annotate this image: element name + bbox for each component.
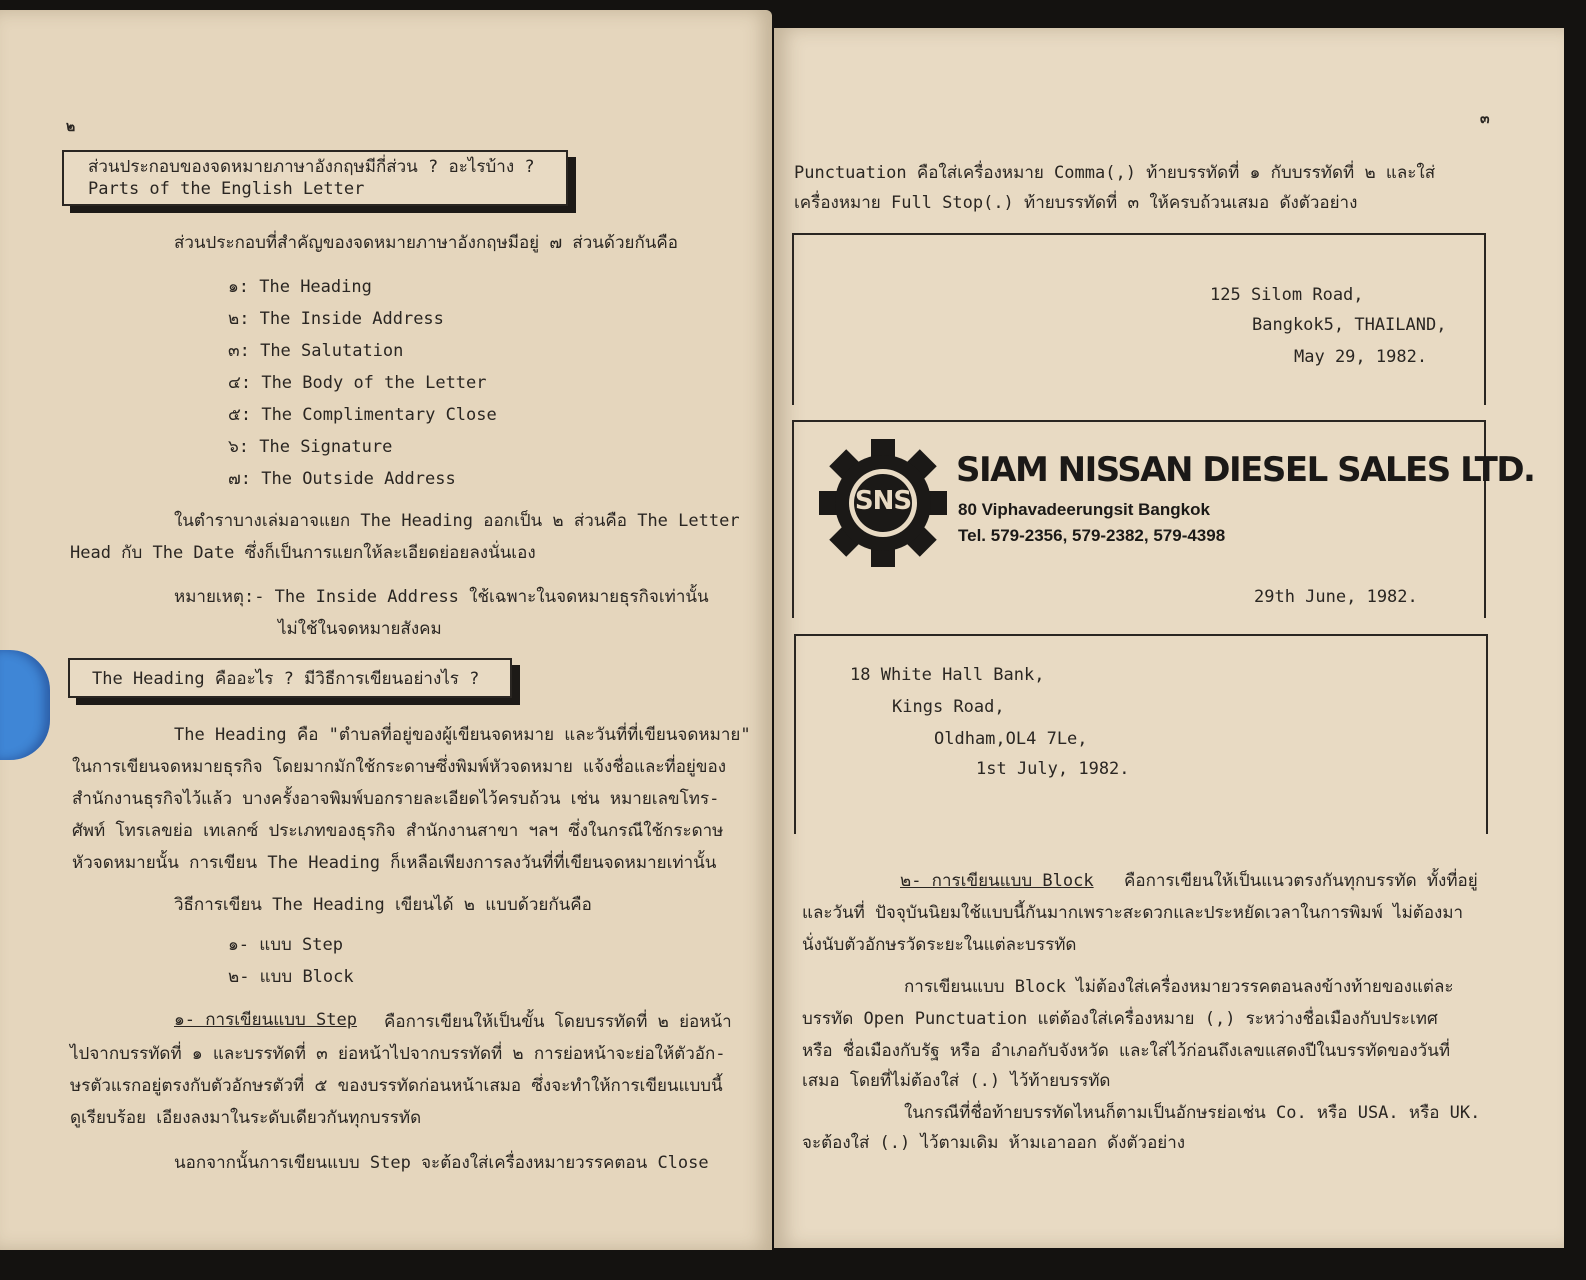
address-line: Oldham,OL4 7Le, — [934, 729, 1088, 749]
section-box-parts — [62, 150, 568, 206]
address-line: 125 Silom Road, — [1210, 285, 1364, 305]
paragraph-line: ศัพท์ โทรเลขย่อ เทเลกซ์ ประเภทของธุรกิจ สำนักงานสาขา ฯลฯ ซึ่งในกรณีใช้กระดาษ — [72, 821, 724, 841]
part-item: ๖: The Signature — [228, 437, 393, 457]
part-item: ๕: The Complimentary Close — [228, 405, 497, 425]
paragraph-line: ษรตัวแรกอยู่ตรงกับตัวอักษรตัวที่ ๕ ของบรรทัดก่อนหน้าเสมอ ซึ่งจะทำให้การเขียนแบบนี้ — [70, 1076, 723, 1096]
box-title-heading: The Heading คืออะไร ? มีวิธีการเขียนอย่างไร ? — [92, 669, 480, 689]
address-line: Bangkok5, THAILAND, — [1252, 315, 1447, 335]
paragraph-line: ในการเขียนจดหมายธุรกิจ โดยมากมักใช้กระดาษซึ่งพิมพ์หัวจดหมาย แจ้งชื่อและที่อยู่ของ — [72, 757, 727, 777]
section-box-heading — [68, 658, 512, 698]
paragraph-line: คือการเขียนให้เป็นแนวตรงกันทุกบรรทัด ทั้งที่อยู่ — [1124, 871, 1478, 891]
box-title-thai: ส่วนประกอบของจดหมายภาษาอังกฤษมีกี่ส่วน ? อะไรบ้าง ? — [88, 157, 535, 177]
paragraph-line: ดูเรียบร้อย เอียงลงมาในระดับเดียวกันทุกบรรทัด — [70, 1108, 422, 1128]
note-line: ไม่ใช้ในจดหมายสังคม — [278, 619, 442, 639]
block-title: ๒- การเขียนแบบ Block — [900, 871, 1094, 891]
right-page — [774, 28, 1564, 1248]
part-item: ๓: The Salutation — [228, 341, 404, 361]
paragraph-line: หัวจดหมายนั้น การเขียน The Heading ก็เหลือเพียงการลงวันที่ที่เขียนจดหมายเท่านั้น — [72, 853, 717, 873]
paragraph-line: ไปจากบรรทัดที่ ๑ และบรรทัดที่ ๓ ย่อหน้าไปจากบรรทัดที่ ๒ การย่อหน้าจะย่อให้ตัวอัก- — [70, 1044, 726, 1064]
paragraph-line: The Heading คือ "ตำบลที่อยู่ของผู้เขียนจดหมาย และวันที่ที่เขียนจดหมาย" — [174, 725, 751, 745]
left-page — [0, 10, 772, 1250]
paragraph-line: นั่งนับตัวอักษรวัดระยะในแต่ละบรรทัด — [802, 935, 1077, 955]
method-item: ๒- แบบ Block — [228, 967, 354, 987]
address-line: Kings Road, — [892, 697, 1005, 717]
address-line: 18 White Hall Bank, — [850, 665, 1045, 685]
gear-logo-icon — [818, 438, 948, 568]
company-name: SIAM NISSAN DIESEL SALES LTD. — [956, 450, 1535, 490]
paragraph-line: เสมอ โดยที่ไม่ต้องใส่ (.) ไว้ท้ายบรรทัด — [802, 1071, 1111, 1091]
paragraph-line: เครื่องหมาย Full Stop(.) ท้ายบรรทัดที่ ๓ ให้ครบถ้วนเสมอ ดังตัวอย่าง — [794, 193, 1358, 213]
paragraph-line: Head กับ The Date ซึ่งก็เป็นการแยกให้ละเอียดย่อยลงนั่นเอง — [70, 543, 536, 563]
note-line: หมายเหตุ:- The Inside Address ใช้เฉพาะในจดหมายธุรกิจเท่านั้น — [174, 587, 709, 607]
page-number: ๓ — [1480, 111, 1490, 127]
company-phone: Tel. 579-2356, 579-2382, 579-4398 — [958, 526, 1226, 545]
paragraph-line: การเขียนแบบ Block ไม่ต้องใส่เครื่องหมายวรรคตอนลงข้างท้ายของแต่ละ — [904, 977, 1454, 997]
part-item: ๔: The Body of the Letter — [228, 373, 487, 393]
date-line: 1st July, 1982. — [976, 759, 1130, 779]
part-item: ๒: The Inside Address — [228, 309, 444, 329]
box-title-english: Parts of the English Letter — [88, 179, 365, 199]
paragraph-line: หรือ ชื่อเมืองกับรัฐ หรือ อำเภอกับจังหวัด และใส่ไว้ก่อนถึงเลขแสดงปีในบรรทัดของวันที่ — [802, 1041, 1451, 1061]
paragraph-line: ในกรณีที่ชื่อท้ายบรรทัดไหนก็ตามเป็นอักษรย่อเช่น Co. หรือ USA. หรือ UK. — [904, 1103, 1481, 1123]
paragraph-line: สำนักงานธุรกิจไว้แล้ว บางครั้งอาจพิมพ์บอกรายละเอียดไว้ครบถ้วน เช่น หมายเลขโทร- — [72, 789, 720, 809]
page-number: ๒ — [66, 119, 76, 135]
paragraph-line: Punctuation คือใส่เครื่องหมาย Comma(,) ท้ายบรรทัดที่ ๑ กับบรรทัดที่ ๒ และใส่ — [794, 163, 1436, 183]
date-line: May 29, 1982. — [1294, 347, 1428, 367]
part-item: ๗: The Outside Address — [228, 469, 456, 489]
paragraph-line: ในตำราบางเล่มอาจแยก The Heading ออกเป็น ๒ ส่วนคือ The Letter — [174, 511, 740, 531]
logo-text: SNS — [854, 486, 912, 516]
intro-text: ส่วนประกอบที่สำคัญของจดหมายภาษาอังกฤษมีอยู่ ๗ ส่วนด้วยกันคือ — [174, 233, 678, 253]
date-line: 29th June, 1982. — [1254, 587, 1418, 607]
company-address: 80 Viphavadeerungsit Bangkok — [958, 500, 1210, 519]
paragraph-line: นอกจากนั้นการเขียนแบบ Step จะต้องใส่เครื่องหมายวรรคตอน Close — [174, 1153, 709, 1173]
paragraph-line: บรรทัด Open Punctuation แต่ต้องใส่เครื่องหมาย (,) ระหว่างชื่อเมืองกับประเทศ — [802, 1009, 1438, 1029]
part-item: ๑: The Heading — [228, 277, 372, 297]
paragraph-line: จะต้องใส่ (.) ไว้ตามเดิม ห้ามเอาออก ดังตัวอย่าง — [802, 1133, 1186, 1153]
paragraph-line: คือการเขียนให้เป็นขั้น โดยบรรทัดที่ ๒ ย่อหน้า — [384, 1012, 732, 1032]
blue-cloth — [0, 650, 50, 760]
methods-intro: วิธีการเขียน The Heading เขียนได้ ๒ แบบด้วยกันคือ — [174, 895, 592, 915]
step-title: ๑- การเขียนแบบ Step — [174, 1010, 357, 1030]
method-item: ๑- แบบ Step — [228, 935, 343, 955]
paragraph-line: และวันที่ ปัจจุบันนิยมใช้แบบนี้กันมากเพราะสะดวกและประหยัดเวลาในการพิมพ์ ไม่ต้องมา — [802, 903, 1464, 923]
